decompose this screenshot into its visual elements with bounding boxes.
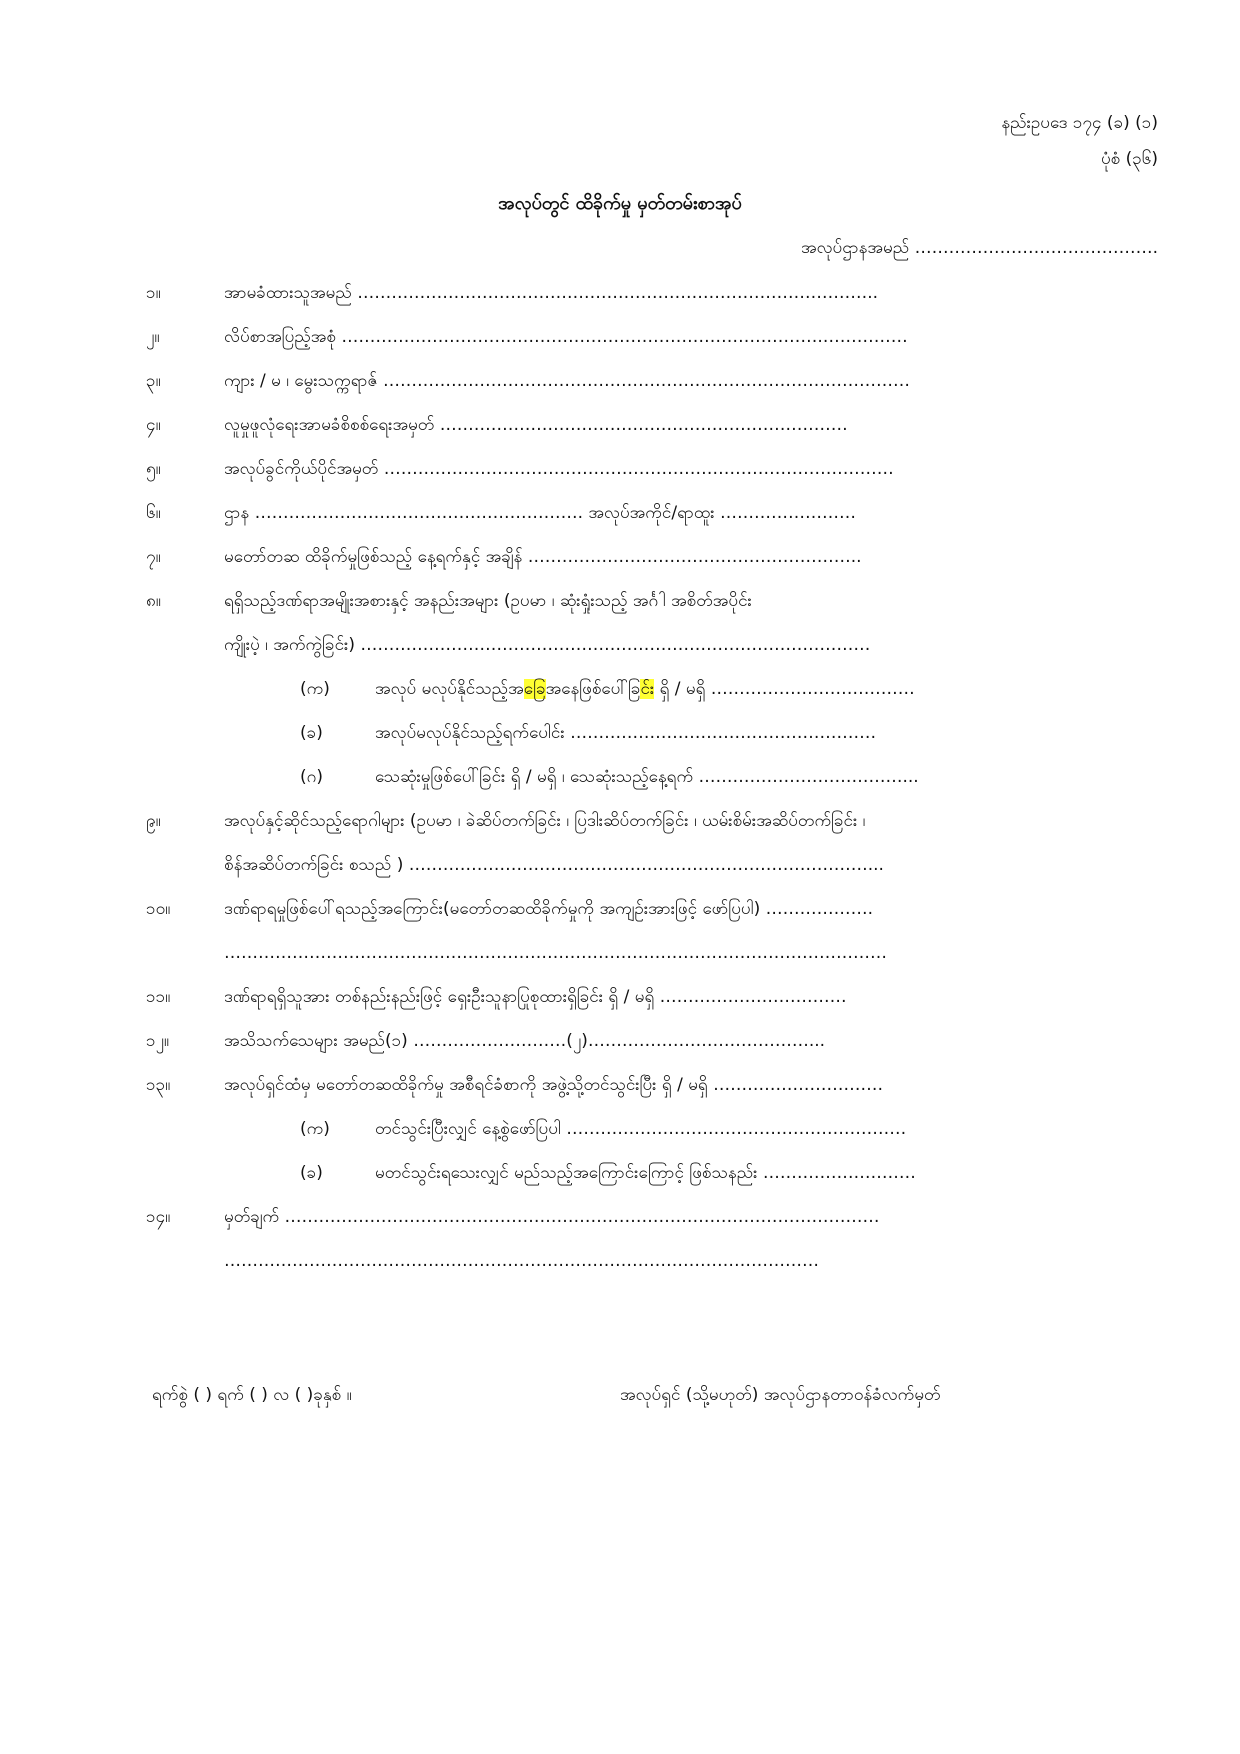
rule-reference: နည်းဥပဒေ ၁၇၄ (ခ) (၁) <box>1001 113 1158 133</box>
form-number: ပုံစံ (၃၆) <box>1100 149 1158 169</box>
item-number: ၉။ <box>146 811 161 831</box>
remarks-continued: …………………………………………………………………………………………… <box>224 1251 819 1271</box>
sub-item-label: (က) <box>300 679 330 699</box>
highlight-mark: ခြေ <box>523 679 546 699</box>
social-security-number-field: လူမှုဖူလုံရေးအာမခံစိစစ်ရေးအမှတ် ……………………………………………………………… <box>224 415 848 435</box>
witnesses-field: အသိသက်သေများ အမည်(၁) ………………………(၂)…………………………………... <box>224 1031 826 1051</box>
cause-of-injury-field: ဒဏ်ရာရမှုဖြစ်ပေါ်ရသည့်အကြောင်း(မတော်တဆထိခိုက်မှုကို အကျဉ်းအားဖြင့် ဖော်ပြပါ) ………………. <box>224 899 874 919</box>
accident-datetime-field: မတော်တဆ ထိခိုက်မှုဖြစ်သည့် နေ့ရက်နှင့် အချိန် ………………………………………………….. <box>224 547 862 567</box>
remarks-field: မှတ်ချက် …………………………………………………………………………………………… <box>224 1207 880 1227</box>
item-number: ၇။ <box>146 547 161 567</box>
sub-item-label: (ခ) <box>300 723 323 743</box>
item-number: ၂။ <box>146 327 160 347</box>
workplace-id-field: အလုပ်ခွင်ကိုယ်ပိုင်အမှတ် ……………………………………………………………………………… <box>224 459 894 479</box>
item-number: ၁၂။ <box>146 1031 170 1051</box>
item-number: ၈။ <box>146 591 161 611</box>
cause-of-injury-continued: ……………………………………………………………………………………………………… <box>224 943 887 963</box>
item-number: ၁၀။ <box>146 899 171 919</box>
report-submitted-field: အလုပ်ရှင်ထံမှ မတော်တဆထိခိုက်မှု အစီရင်ခံစာကို အဖွဲ့သို့တင်သွင်းပြီး ရှိ / မရှိ ………………………… <box>224 1075 884 1095</box>
sub-item-label: (ဂ) <box>300 767 323 787</box>
address-field: လိပ်စာအပြည့်အစုံ ………………………………………………………………………….…………… <box>224 327 908 347</box>
sub-item-label: (ခ) <box>300 1163 323 1183</box>
item-number: ၅။ <box>146 459 161 479</box>
item-number: ၃။ <box>146 371 161 391</box>
sub-item-label: (က) <box>300 1119 330 1139</box>
signature-line: အလုပ်ရှင် (သို့မဟုတ်) အလုပ်ဌာနတာဝန်ခံလက်မှတ် <box>620 1385 941 1405</box>
incapacity-field: အလုပ် မလုပ်နိုင်သည့်အခြေအနေဖြစ်ပေါ်ခြင်း ရှိ / မရှိ ……………………………… <box>375 679 915 699</box>
item-number: ၁။ <box>146 283 161 303</box>
days-incapacitated-field: အလုပ်မလုပ်နိုင်သည့်ရက်ပေါင်း ……………………………………………… <box>375 723 877 743</box>
department-name-field: အလုပ်ဌာနအမည် ……………………………………. <box>800 238 1158 258</box>
page-title: အလုပ်တွင် ထိခိုက်မှု မှတ်တမ်းစာအုပ် <box>498 193 742 214</box>
injury-type-field: ရရှိသည့်ဒဏ်ရာအမျိုးအစားနှင့် အနည်းအများ (ဥပမာ ၊ ဆုံးရှုံးသည့် အင်္ဂါ အစိတ်အပိုင်း <box>224 591 752 611</box>
death-field: သေဆုံးမှုဖြစ်ပေါ်ခြင်း ရှိ / မရှိ ၊ သေဆုံးသည့်နေ့ရက် ………………………………... <box>375 767 919 787</box>
not-submitted-reason-field: မတင်သွင်းရသေးလျှင် မည်သည့်အကြောင်းကြောင့် ဖြစ်သနည်း ……………………… <box>375 1163 916 1183</box>
item-number: ၁၄။ <box>146 1207 171 1227</box>
item-number: ၁၁။ <box>146 987 171 1007</box>
occupational-disease-field: အလုပ်နှင့်ဆိုင်သည့်ရောဂါများ (ဥပမာ ၊ ခဲဆိပ်တက်ခြင်း ၊ ပြဒါးဆိပ်တက်ခြင်း ၊ ယမ်းစိမ်းအဆိပ်တက်ခြင်း ၊ <box>224 811 866 831</box>
item-number: ၆။ <box>146 503 161 523</box>
item-number: ၄။ <box>146 415 161 435</box>
date-line: ရက်စွဲ ( ) ရက် ( ) လ ( )ခုနှစ် ။ <box>152 1385 352 1405</box>
occupational-disease-continued: စိန်အဆိပ်တက်ခြင်း စသည် ) ………………………………………………………………………... <box>224 855 884 875</box>
department-position-field: ဌာန …………………………………………………. အလုပ်အကိုင်/ရာထူး …………………… <box>224 503 856 523</box>
insured-name-field: အာမခံထားသူအမည် ……………………………………………………………………………….. <box>224 283 879 303</box>
injury-type-continued: ကျိုးပဲ့ ၊ အက်ကွဲခြင်း) ……………………………………………………………………………… <box>224 635 871 655</box>
first-aid-field: ဒဏ်ရာရရှိသူအား တစ်နည်းနည်းဖြင့် ရှေးဦးသူနာပြုစုထားရှိခြင်း ရှိ / မရှိ …………………………… <box>224 987 847 1007</box>
submission-date-field: တင်သွင်းပြီးလျှင် နေ့စွဲဖော်ပြပါ …………………………………………………… <box>375 1119 907 1139</box>
sex-birthdate-field: ကျား / မ ၊ မွေးသက္ကရာဇ် ………………………………………………………………………………… <box>224 371 910 391</box>
highlight-mark: င်း <box>640 679 655 699</box>
item-number: ၁၃။ <box>146 1075 171 1095</box>
